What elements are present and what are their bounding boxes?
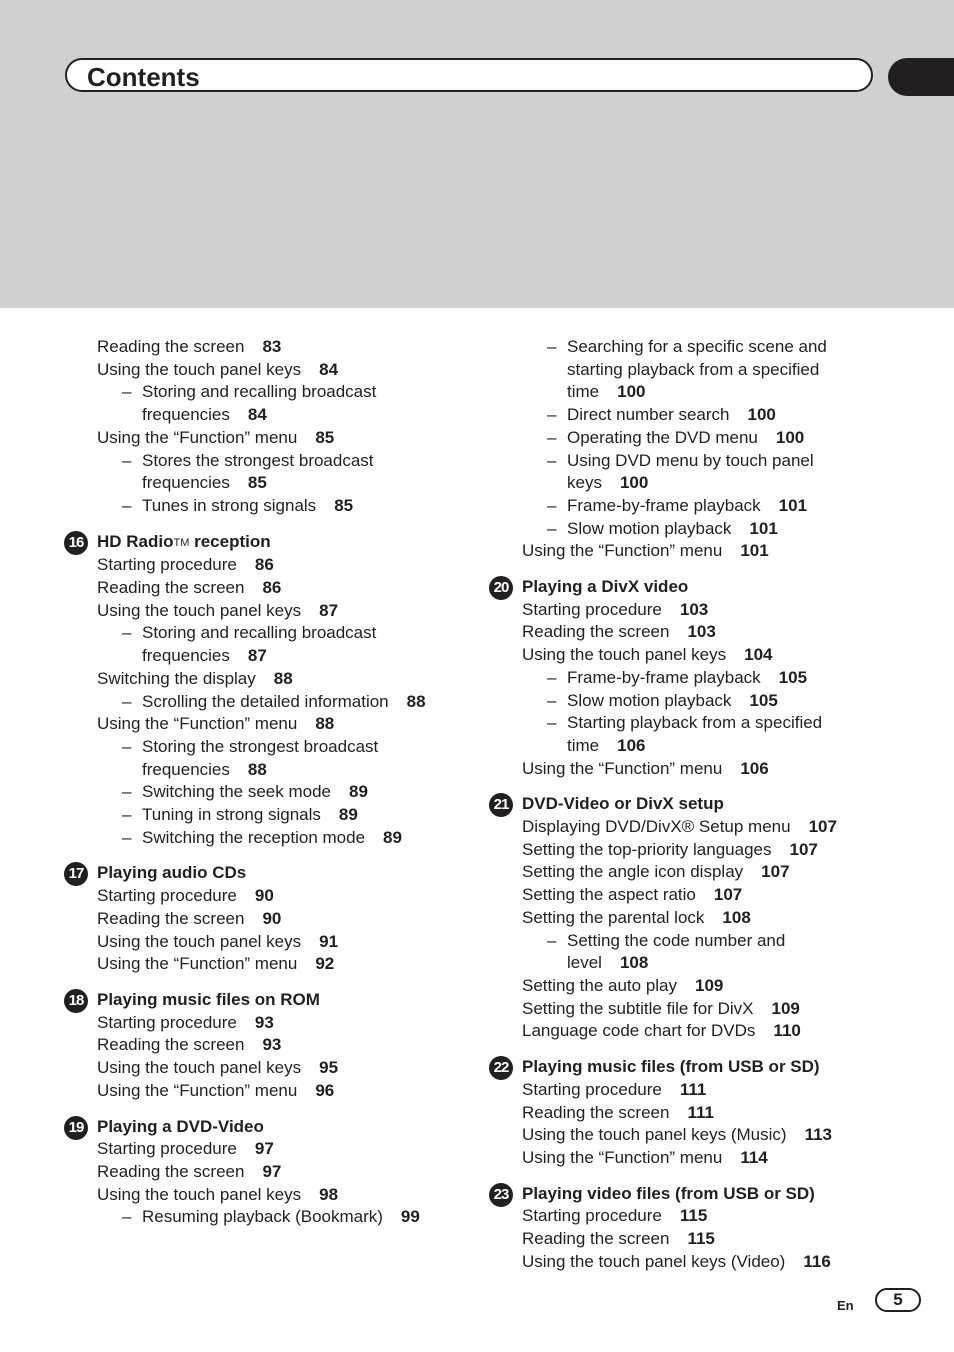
- toc-subentry[interactable]: [97, 827, 497, 850]
- entry-text: Reading the screen: [522, 1229, 670, 1249]
- entry-text-cont: frequencies: [142, 405, 230, 425]
- toc-entry[interactable]: [97, 1012, 497, 1035]
- toc-entry[interactable]: [522, 839, 942, 862]
- dash-bullet: –: [547, 450, 557, 470]
- toc-entry[interactable]: [522, 1228, 942, 1251]
- section-number-badge: 20: [489, 576, 513, 600]
- entry-continuation: [522, 359, 942, 382]
- page-ref[interactable]: 92: [315, 954, 335, 974]
- page-ref[interactable]: 113: [804, 1125, 832, 1145]
- page-ref[interactable]: 85: [334, 495, 354, 515]
- entry-text: Direct number search: [567, 405, 730, 425]
- toc-entry[interactable]: [97, 359, 497, 382]
- dash-bullet: –: [547, 495, 557, 515]
- dash-bullet: –: [547, 930, 557, 950]
- page-ref[interactable]: 114: [740, 1147, 768, 1167]
- page-ref[interactable]: 109: [771, 998, 800, 1018]
- entry-text: Reading the screen: [97, 1035, 245, 1055]
- entry-text: Using DVD menu by touch panel: [567, 450, 814, 470]
- entry-text: Switching the seek mode: [142, 782, 331, 802]
- dash-bullet: –: [122, 382, 132, 402]
- entry-text: Starting playback from a specified: [567, 713, 823, 733]
- page-ref[interactable]: 100: [747, 405, 776, 425]
- entry-text-cont: time: [567, 735, 600, 755]
- entry-text-cont: level: [567, 953, 602, 973]
- entry-text: Using the “Function” menu: [97, 954, 298, 974]
- page-number: 5: [875, 1288, 921, 1312]
- toc-subentry[interactable]: [97, 622, 497, 645]
- entry-text: Reading the screen: [97, 1161, 245, 1181]
- dash-bullet: –: [122, 450, 132, 470]
- page-ref[interactable]: 100: [617, 382, 646, 402]
- entry-text: Using the touch panel keys: [97, 931, 302, 951]
- entry-text-cont: time: [567, 382, 600, 402]
- page-ref[interactable]: 115: [679, 1206, 708, 1226]
- entry-continuation: [97, 759, 497, 782]
- section-heading[interactable]: [493, 1056, 942, 1079]
- entry-continuation: [97, 472, 497, 495]
- entry-text: Storing the strongest broadcast: [142, 736, 379, 756]
- toc-entry[interactable]: [97, 577, 497, 600]
- entry-text: Slow motion playback: [567, 518, 732, 538]
- page-ref[interactable]: 91: [319, 931, 339, 951]
- page-ref[interactable]: 107: [789, 839, 818, 859]
- toc-entry[interactable]: [97, 1161, 497, 1184]
- toc-entry[interactable]: [97, 885, 497, 908]
- page-ref[interactable]: 84: [319, 359, 339, 379]
- section-title: Playing a DivX video: [522, 577, 689, 597]
- entry-text: Using the touch panel keys: [97, 1058, 302, 1078]
- toc-entry[interactable]: [522, 644, 942, 667]
- entry-text: Storing and recalling broadcast: [142, 382, 377, 402]
- toc-entry[interactable]: [522, 758, 942, 781]
- page-ref[interactable]: 85: [247, 473, 267, 493]
- page-ref[interactable]: 86: [262, 578, 282, 598]
- toc-entry[interactable]: [522, 861, 942, 884]
- entry-text: Using the “Function” menu: [522, 541, 723, 561]
- toc-entry[interactable]: [522, 1147, 942, 1170]
- toc-subentry[interactable]: [97, 450, 497, 473]
- section-heading[interactable]: [493, 1183, 942, 1206]
- section-heading[interactable]: [493, 793, 942, 816]
- toc-subentry[interactable]: [97, 781, 497, 804]
- entry-text: Setting the subtitle file for DivX: [522, 998, 754, 1018]
- entry-text: Frame-by-frame playback: [567, 667, 761, 687]
- dash-bullet: –: [547, 427, 557, 447]
- entry-continuation: [97, 404, 497, 427]
- entry-text: Language code chart for DVDs: [522, 1021, 756, 1041]
- entry-text: Using the “Function” menu: [97, 714, 298, 734]
- entry-text: Setting the code number and: [567, 930, 786, 950]
- page-ref[interactable]: 98: [319, 1184, 339, 1204]
- page-ref[interactable]: 87: [319, 600, 339, 620]
- toc-subentry[interactable]: [522, 712, 942, 735]
- entry-text: Searching for a specific scene and: [567, 337, 827, 356]
- entry-text-cont: frequencies: [142, 646, 230, 666]
- page-ref[interactable]: 89: [383, 827, 402, 847]
- section-title: Playing music files on ROM: [97, 989, 320, 1009]
- section-number-badge: 19: [64, 1116, 88, 1140]
- section-title: Playing music files (from USB or SD): [522, 1057, 820, 1077]
- toc-entry[interactable]: [97, 1080, 497, 1103]
- toc-left-column: [68, 336, 497, 1229]
- entry-text: Reading the screen: [97, 908, 245, 928]
- entry-text: Starting procedure: [97, 1139, 237, 1159]
- section-number-badge: 17: [64, 862, 88, 886]
- page-ref[interactable]: 97: [254, 1139, 274, 1159]
- toc-entry[interactable]: [522, 907, 942, 930]
- entry-text-cont: frequencies: [142, 759, 230, 779]
- page-ref[interactable]: 109: [695, 975, 724, 995]
- entry-text: Using the touch panel keys (Music): [522, 1125, 787, 1145]
- toc-entry[interactable]: [522, 1251, 942, 1274]
- language-label: En: [837, 1298, 854, 1313]
- entry-text: Starting procedure: [97, 555, 237, 575]
- page-ref[interactable]: 103: [687, 622, 716, 642]
- entry-text: Using the “Function” menu: [522, 758, 723, 778]
- toc-subentry[interactable]: [522, 518, 942, 541]
- entry-text: Tunes in strong signals: [142, 495, 317, 515]
- entry-text: Operating the DVD menu: [567, 427, 758, 447]
- page-ref[interactable]: 104: [744, 645, 773, 665]
- entry-text: Switching the display: [97, 668, 256, 688]
- entry-text: Starting procedure: [522, 1079, 662, 1099]
- toc-entry[interactable]: [97, 1034, 497, 1057]
- dash-bullet: –: [122, 782, 132, 802]
- page-ref[interactable]: 107: [713, 885, 743, 905]
- page-ref[interactable]: 97: [262, 1161, 282, 1181]
- toc-entry[interactable]: [522, 975, 942, 998]
- toc-entry[interactable]: [97, 668, 497, 691]
- page-ref[interactable]: 89: [338, 805, 358, 825]
- page-ref[interactable]: 100: [619, 473, 649, 493]
- entry-text: Setting the angle icon display: [522, 862, 744, 882]
- page-ref[interactable]: 88: [247, 759, 267, 779]
- dash-bullet: –: [547, 713, 557, 733]
- page-ref[interactable]: 106: [617, 735, 646, 755]
- toc-subentry[interactable]: [522, 667, 942, 690]
- entry-text: Using the “Function” menu: [97, 1080, 298, 1100]
- entry-text-cont: keys: [567, 473, 602, 493]
- entry-text: Setting the aspect ratio: [522, 885, 696, 905]
- entry-text: Setting the top-priority languages: [522, 839, 772, 859]
- entry-continuation: [522, 472, 942, 495]
- page-ref[interactable]: 108: [722, 907, 751, 927]
- entry-text: Using the touch panel keys: [522, 645, 727, 665]
- page-ref[interactable]: 90: [262, 908, 282, 928]
- toc-entry[interactable]: [522, 599, 942, 622]
- toc-entry[interactable]: [522, 816, 942, 839]
- toc-subentry[interactable]: [522, 690, 942, 713]
- entry-text-cont: frequencies: [142, 473, 230, 493]
- page-ref[interactable]: 105: [778, 667, 808, 687]
- toc-entry[interactable]: [97, 336, 497, 359]
- toc-subentry[interactable]: [97, 381, 497, 404]
- toc-entry[interactable]: [522, 621, 942, 644]
- entry-text: Reading the screen: [522, 1102, 670, 1122]
- entry-text: Starting procedure: [97, 886, 237, 906]
- entry-text: Frame-by-frame playback: [567, 495, 761, 515]
- page-ref[interactable]: 100: [775, 427, 805, 447]
- section-heading[interactable]: [68, 1116, 497, 1139]
- section-title: HD Radio: [97, 531, 174, 551]
- entry-text: Tuning in strong signals: [142, 805, 321, 825]
- dash-bullet: –: [122, 495, 132, 515]
- entry-text-cont: starting playback from a specified: [567, 359, 820, 379]
- section-title: Playing audio CDs: [97, 863, 247, 883]
- page-ref[interactable]: 96: [315, 1080, 335, 1100]
- entry-continuation: [522, 381, 942, 404]
- section-heading[interactable]: [68, 531, 497, 555]
- toc-entry[interactable]: [522, 998, 942, 1021]
- page-ref[interactable]: 88: [273, 668, 293, 688]
- toc-subentry[interactable]: [97, 1206, 497, 1229]
- page-ref[interactable]: 90: [254, 886, 274, 906]
- entry-continuation: [97, 645, 497, 668]
- page-ref[interactable]: 88: [406, 691, 426, 711]
- dash-bullet: –: [122, 691, 132, 711]
- entry-text: Reading the screen: [97, 578, 245, 598]
- section-number-badge: 16: [64, 531, 88, 555]
- entry-text: Storing and recalling broadcast: [142, 623, 377, 643]
- entry-text: Using the “Function” menu: [522, 1147, 723, 1167]
- entry-continuation: [522, 952, 942, 975]
- entry-text: Starting procedure: [97, 1012, 237, 1032]
- toc-subentry[interactable]: [522, 930, 942, 953]
- entry-text: Using the touch panel keys (Video): [522, 1251, 786, 1271]
- page-ref[interactable]: 89: [349, 782, 368, 802]
- page-ref[interactable]: 86: [254, 555, 274, 575]
- dash-bullet: –: [122, 827, 132, 847]
- entry-text: Switching the reception mode: [142, 827, 366, 847]
- entry-text: Resuming playback (Bookmark): [142, 1207, 383, 1227]
- header-band: [0, 0, 954, 308]
- toc-right-column: [493, 336, 942, 1273]
- page-ref[interactable]: 95: [319, 1058, 339, 1078]
- dash-bullet: –: [547, 690, 557, 710]
- toc-entry[interactable]: [522, 1205, 942, 1228]
- toc-subentry[interactable]: [522, 336, 942, 359]
- section-title: Playing video files (from USB or SD): [522, 1183, 815, 1203]
- page-ref[interactable]: 101: [740, 541, 769, 561]
- entry-text: Scrolling the detailed information: [142, 691, 389, 711]
- entry-text: Starting procedure: [522, 1206, 662, 1226]
- entry-text: Stores the strongest broadcast: [142, 450, 374, 470]
- page-ref[interactable]: 103: [679, 599, 709, 619]
- toc-subentry[interactable]: [97, 804, 497, 827]
- section-number-badge: 18: [64, 989, 88, 1013]
- dash-bullet: –: [122, 1207, 132, 1227]
- toc-subentry[interactable]: [522, 450, 942, 473]
- contents-title-bar: [65, 58, 873, 92]
- page-ref[interactable]: 115: [687, 1229, 715, 1249]
- page-ref[interactable]: 87: [247, 646, 267, 666]
- page-ref[interactable]: 106: [740, 758, 769, 778]
- page-ref[interactable]: 111: [687, 1102, 714, 1122]
- dash-bullet: –: [547, 518, 557, 538]
- dash-bullet: –: [122, 623, 132, 643]
- toc-entry[interactable]: [97, 931, 497, 954]
- toc-entry[interactable]: [97, 427, 497, 450]
- toc-entry[interactable]: [97, 908, 497, 931]
- page-title: Contents: [87, 62, 200, 92]
- entry-text: Slow motion playback: [567, 690, 732, 710]
- toc-entry[interactable]: [522, 884, 942, 907]
- dash-bullet: –: [547, 405, 557, 425]
- toc-entry[interactable]: [97, 713, 497, 736]
- entry-text: Using the touch panel keys: [97, 359, 302, 379]
- page-ref[interactable]: 101: [749, 518, 778, 538]
- section-number-badge: 22: [489, 1056, 513, 1080]
- toc-subentry[interactable]: [97, 736, 497, 759]
- entry-continuation: [522, 735, 942, 758]
- page-ref[interactable]: 116: [803, 1251, 831, 1271]
- page-ref[interactable]: 93: [262, 1035, 282, 1055]
- entry-text: Setting the auto play: [522, 975, 678, 995]
- page-ref[interactable]: 88: [315, 714, 335, 734]
- page-ref[interactable]: 110: [773, 1021, 801, 1041]
- toc-subentry[interactable]: [522, 427, 942, 450]
- page-ref[interactable]: 107: [808, 817, 837, 837]
- entry-text: Reading the screen: [522, 622, 670, 642]
- section-title-rest: reception: [189, 531, 271, 551]
- section-number-badge: 21: [489, 793, 513, 817]
- toc-entry[interactable]: [97, 953, 497, 976]
- toc-entry[interactable]: [97, 554, 497, 577]
- entry-text: Using the “Function” menu: [97, 427, 298, 447]
- page-ref[interactable]: 101: [778, 495, 808, 515]
- page-ref[interactable]: 85: [315, 427, 335, 447]
- page-ref[interactable]: 93: [254, 1012, 274, 1032]
- dash-bullet: –: [122, 805, 132, 825]
- toc-entry[interactable]: [522, 1102, 942, 1125]
- entry-text: Displaying DVD/DivX® Setup menu: [522, 817, 791, 837]
- toc-entry[interactable]: [522, 1020, 942, 1043]
- section-number-badge: 23: [489, 1183, 513, 1207]
- dash-bullet: –: [547, 337, 557, 356]
- toc-subentry[interactable]: [97, 495, 497, 518]
- toc-subentry[interactable]: [522, 495, 942, 518]
- page-ref[interactable]: 84: [247, 405, 267, 425]
- toc-subentry[interactable]: [97, 691, 497, 714]
- page-ref[interactable]: 83: [262, 337, 282, 356]
- toc-entry[interactable]: [522, 1124, 942, 1147]
- section-heading[interactable]: [493, 576, 942, 599]
- entry-text: Using the touch panel keys: [97, 600, 302, 620]
- toc-subentry[interactable]: [522, 404, 942, 427]
- page-ref[interactable]: 107: [761, 862, 790, 882]
- toc-entry[interactable]: [97, 600, 497, 623]
- section-heading[interactable]: [68, 862, 497, 885]
- toc-entry[interactable]: [97, 1184, 497, 1207]
- page-ref[interactable]: 99: [400, 1207, 420, 1227]
- toc-entry[interactable]: [97, 1138, 497, 1161]
- section-title: DVD-Video or DivX setup: [522, 794, 724, 814]
- entry-text: Starting procedure: [522, 599, 662, 619]
- section-heading[interactable]: [68, 989, 497, 1012]
- dash-bullet: –: [547, 667, 557, 687]
- toc-entry[interactable]: [522, 1079, 942, 1102]
- section-title: Playing a DVD-Video: [97, 1116, 264, 1136]
- entry-text: Setting the parental lock: [522, 907, 705, 927]
- trademark-mark: TM: [173, 536, 190, 549]
- page-ref[interactable]: 108: [619, 953, 649, 973]
- section-tab: [888, 58, 954, 96]
- toc-entry[interactable]: [97, 1057, 497, 1080]
- dash-bullet: –: [122, 736, 132, 756]
- toc-entry[interactable]: [522, 540, 942, 563]
- entry-text: Using the touch panel keys: [97, 1184, 302, 1204]
- page-ref[interactable]: 105: [749, 690, 778, 710]
- entry-text: Reading the screen: [97, 337, 245, 356]
- page-ref[interactable]: 111: [679, 1079, 707, 1099]
